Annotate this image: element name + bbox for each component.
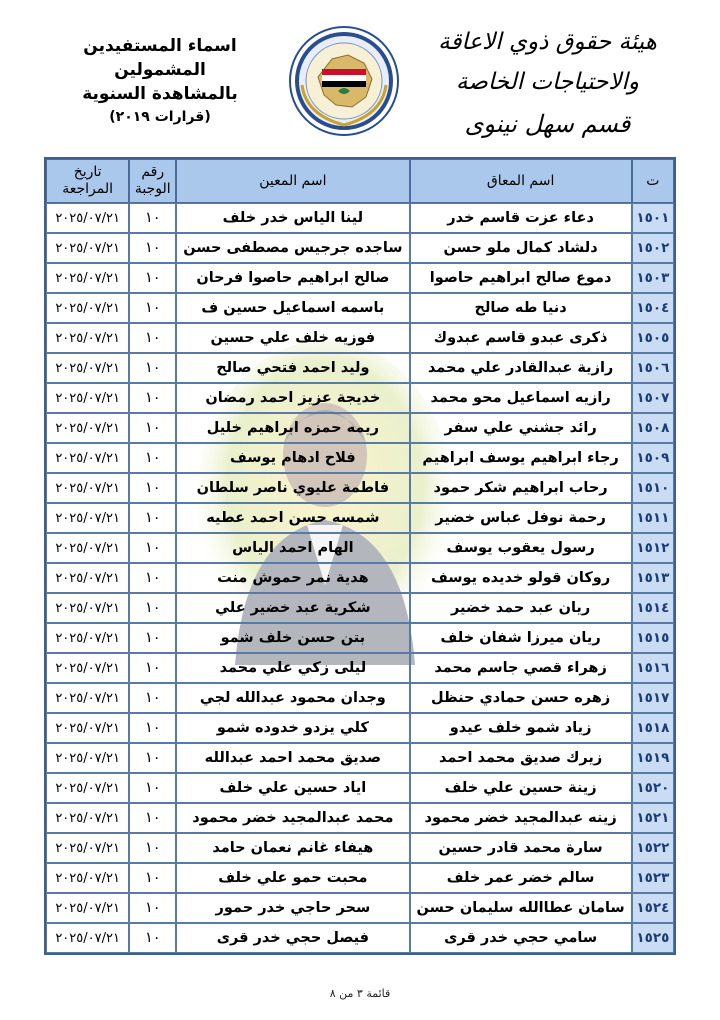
- row-disabled-name-cell: سامي حجي خدر قرى: [410, 923, 632, 953]
- row-helper-name-cell: صالح ابراهيم حاصوا فرحان: [176, 263, 409, 293]
- row-helper-name-cell: محبت حمو علي خلف: [176, 863, 409, 893]
- row-disabled-name-cell: زيرك صديق محمد احمد: [410, 743, 632, 773]
- table-row: [46, 803, 674, 833]
- row-disabled-name-cell: سالم خضر عمر خلف: [410, 863, 632, 893]
- row-batch-cell: ١٠: [129, 443, 176, 473]
- row-date-cell: ٢٠٢٥/٠٧/٢١: [46, 443, 129, 473]
- table-row: [46, 443, 674, 473]
- row-helper-name-cell: لينا الياس خدر خلف: [176, 203, 409, 233]
- table-row: [46, 653, 674, 683]
- row-seq-cell: ١٥٠٨: [632, 413, 674, 443]
- row-helper-name-cell: فاطمة عليوي ناصر سلطان: [176, 473, 409, 503]
- row-disabled-name-cell: رحاب ابراهيم شكر حمود: [410, 473, 632, 503]
- header-batch-number: رقم الوجبة: [129, 159, 176, 203]
- row-date-cell: ٢٠٢٥/٠٧/٢١: [46, 713, 129, 743]
- row-date-cell: ٢٠٢٥/٠٧/٢١: [46, 563, 129, 593]
- row-disabled-name-cell: ذكرى عبدو قاسم عبدوك: [410, 323, 632, 353]
- row-seq-cell: ١٥٠١: [632, 203, 674, 233]
- row-date-cell: ٢٠٢٥/٠٧/٢١: [46, 353, 129, 383]
- row-seq-cell: ١٥٢٠: [632, 773, 674, 803]
- row-date-cell: ٢٠٢٥/٠٧/٢١: [46, 383, 129, 413]
- row-date-cell: ٢٠٢٥/٠٧/٢١: [46, 293, 129, 323]
- table-row: [46, 773, 674, 803]
- organization-department: قسم سهل نينوى: [464, 110, 631, 138]
- table-row: [46, 263, 674, 293]
- row-helper-name-cell: ريمه حمزه ابراهيم خليل: [176, 413, 409, 443]
- row-batch-cell: ١٠: [129, 713, 176, 743]
- row-seq-cell: ١٥٢١: [632, 803, 674, 833]
- table-row: [46, 323, 674, 353]
- row-batch-cell: ١٠: [129, 233, 176, 263]
- table-row: [46, 623, 674, 653]
- row-batch-cell: ١٠: [129, 743, 176, 773]
- row-helper-name-cell: وجدان محمود عبدالله لجي: [176, 683, 409, 713]
- row-seq-cell: ١٥١١: [632, 503, 674, 533]
- table-row: [46, 533, 674, 563]
- header-disabled-name: اسم المعاق: [410, 159, 632, 203]
- row-seq-cell: ١٥٢٢: [632, 833, 674, 863]
- row-batch-cell: ١٠: [129, 833, 176, 863]
- table-row: [46, 713, 674, 743]
- row-seq-cell: ١٥٠٣: [632, 263, 674, 293]
- table-row: [46, 353, 674, 383]
- row-batch-cell: ١٠: [129, 623, 176, 653]
- table-row: [46, 413, 674, 443]
- row-seq-cell: ١٥١٧: [632, 683, 674, 713]
- row-helper-name-cell: ساجده جرجيس مصطفى حسن: [176, 233, 409, 263]
- row-disabled-name-cell: دموع صالح ابراهيم حاصوا: [410, 263, 632, 293]
- row-date-cell: ٢٠٢٥/٠٧/٢١: [46, 203, 129, 233]
- row-helper-name-cell: الهام احمد الياس: [176, 533, 409, 563]
- table-row: [46, 233, 674, 263]
- row-date-cell: ٢٠٢٥/٠٧/٢١: [46, 473, 129, 503]
- row-helper-name-cell: فيصل حجي خدر قرى: [176, 923, 409, 953]
- organization-name: [425, 22, 670, 138]
- row-disabled-name-cell: رحمة نوفل عباس خضير: [410, 503, 632, 533]
- row-batch-cell: ١٠: [129, 473, 176, 503]
- row-helper-name-cell: فلاح ادهام يوسف: [176, 443, 409, 473]
- row-batch-cell: ١٠: [129, 773, 176, 803]
- table-row: [46, 923, 674, 953]
- row-batch-cell: ١٠: [129, 863, 176, 893]
- row-date-cell: ٢٠٢٥/٠٧/٢١: [46, 683, 129, 713]
- row-disabled-name-cell: رسول يعقوب يوسف: [410, 533, 632, 563]
- row-batch-cell: ١٠: [129, 563, 176, 593]
- row-batch-cell: ١٠: [129, 263, 176, 293]
- row-seq-cell: ١٥٠٤: [632, 293, 674, 323]
- row-seq-cell: ١٥٠٦: [632, 353, 674, 383]
- row-disabled-name-cell: زياد شمو خلف عيدو: [410, 713, 632, 743]
- row-disabled-name-cell: رائد جشني علي سفر: [410, 413, 632, 443]
- organization-name-line1: هيئة حقوق ذوي الاعاقة والاحتياجات الخاصة: [438, 29, 657, 95]
- row-seq-cell: ١٥١٢: [632, 533, 674, 563]
- row-seq-cell: ١٥١٦: [632, 653, 674, 683]
- row-seq-cell: ١٥١٤: [632, 593, 674, 623]
- row-disabled-name-cell: رجاء ابراهيم يوسف ابراهيم: [410, 443, 632, 473]
- table-row: [46, 593, 674, 623]
- header-seq: ت: [632, 159, 674, 203]
- table-row: [46, 683, 674, 713]
- row-helper-name-cell: فوزيه خلف علي حسين: [176, 323, 409, 353]
- row-batch-cell: ١٠: [129, 653, 176, 683]
- row-disabled-name-cell: زهره حسن حمادي حنظل: [410, 683, 632, 713]
- row-batch-cell: ١٠: [129, 203, 176, 233]
- row-seq-cell: ١٥٠٩: [632, 443, 674, 473]
- table-row: [46, 743, 674, 773]
- row-disabled-name-cell: سامان عطاالله سليمان حسن: [410, 893, 632, 923]
- table-row: [46, 833, 674, 863]
- row-helper-name-cell: محمد عبدالمجيد خضر محمود: [176, 803, 409, 833]
- header-helper-name: اسم المعين: [176, 159, 409, 203]
- row-seq-cell: ١٥١٥: [632, 623, 674, 653]
- row-seq-cell: ١٥١٩: [632, 743, 674, 773]
- page-footer: قائمة ٣ من ٨: [329, 987, 391, 1000]
- table-header-row: [46, 159, 674, 203]
- row-seq-cell: ١٥٢٥: [632, 923, 674, 953]
- row-disabled-name-cell: رازيه اسماعيل محو محمد: [410, 383, 632, 413]
- row-disabled-name-cell: زينة حسين علي خلف: [410, 773, 632, 803]
- row-date-cell: ٢٠٢٥/٠٧/٢١: [46, 413, 129, 443]
- row-disabled-name-cell: سارة محمد قادر حسين: [410, 833, 632, 863]
- row-disabled-name-cell: زهراء قصي جاسم محمد: [410, 653, 632, 683]
- row-helper-name-cell: ليلى زكي علي محمد: [176, 653, 409, 683]
- row-date-cell: ٢٠٢٥/٠٧/٢١: [46, 743, 129, 773]
- row-seq-cell: ١٥١٣: [632, 563, 674, 593]
- table-row: [46, 473, 674, 503]
- row-helper-name-cell: شكرية عبد خضير علي: [176, 593, 409, 623]
- document-title: [40, 34, 280, 128]
- header-review-date: تاريخ المراجعة: [46, 159, 129, 203]
- document-header: [0, 0, 720, 150]
- row-date-cell: ٢٠٢٥/٠٧/٢١: [46, 863, 129, 893]
- row-batch-cell: ١٠: [129, 923, 176, 953]
- title-decisions: (قرارات ٢٠١٩): [109, 109, 211, 125]
- table-row: [46, 563, 674, 593]
- row-helper-name-cell: صديق محمد احمد عبدالله: [176, 743, 409, 773]
- row-date-cell: ٢٠٢٥/٠٧/٢١: [46, 533, 129, 563]
- table-row: [46, 893, 674, 923]
- row-date-cell: ٢٠٢٥/٠٧/٢١: [46, 263, 129, 293]
- row-seq-cell: ١٥٢٤: [632, 893, 674, 923]
- beneficiaries-table: [44, 157, 676, 955]
- table-row: [46, 503, 674, 533]
- row-date-cell: ٢٠٢٥/٠٧/٢١: [46, 893, 129, 923]
- title-line1: اسماء المستفيدين المشمولين: [83, 36, 237, 80]
- row-date-cell: ٢٠٢٥/٠٧/٢١: [46, 833, 129, 863]
- row-helper-name-cell: شمسه حسن احمد عطيه: [176, 503, 409, 533]
- row-seq-cell: ١٥٠٢: [632, 233, 674, 263]
- row-batch-cell: ١٠: [129, 323, 176, 353]
- row-disabled-name-cell: ريان عبد حمد خضير: [410, 593, 632, 623]
- row-disabled-name-cell: دعاء عزت قاسم خدر: [410, 203, 632, 233]
- row-helper-name-cell: بتن حسن خلف شمو: [176, 623, 409, 653]
- row-date-cell: ٢٠٢٥/٠٧/٢١: [46, 803, 129, 833]
- row-batch-cell: ١٠: [129, 383, 176, 413]
- authority-emblem-icon: [288, 25, 400, 137]
- row-disabled-name-cell: رازية عبدالقادر علي محمد: [410, 353, 632, 383]
- row-batch-cell: ١٠: [129, 893, 176, 923]
- row-batch-cell: ١٠: [129, 353, 176, 383]
- row-date-cell: ٢٠٢٥/٠٧/٢١: [46, 233, 129, 263]
- row-helper-name-cell: وليد احمد فتحي صالح: [176, 353, 409, 383]
- row-batch-cell: ١٠: [129, 803, 176, 833]
- row-date-cell: ٢٠٢٥/٠٧/٢١: [46, 773, 129, 803]
- row-batch-cell: ١٠: [129, 503, 176, 533]
- row-date-cell: ٢٠٢٥/٠٧/٢١: [46, 923, 129, 953]
- row-helper-name-cell: هدية نمر حموش منت: [176, 563, 409, 593]
- row-helper-name-cell: اياد حسين علي خلف: [176, 773, 409, 803]
- row-batch-cell: ١٠: [129, 413, 176, 443]
- row-helper-name-cell: باسمه اسماعيل حسين ف: [176, 293, 409, 323]
- row-disabled-name-cell: دلشاد كمال ملو حسن: [410, 233, 632, 263]
- row-helper-name-cell: خديجة عزيز احمد رمضان: [176, 383, 409, 413]
- row-batch-cell: ١٠: [129, 533, 176, 563]
- table-row: [46, 863, 674, 893]
- title-line2: بالمشاهدة السنوية: [82, 84, 238, 104]
- row-date-cell: ٢٠٢٥/٠٧/٢١: [46, 593, 129, 623]
- row-disabled-name-cell: روكان قولو خديده يوسف: [410, 563, 632, 593]
- table-row: [46, 293, 674, 323]
- row-date-cell: ٢٠٢٥/٠٧/٢١: [46, 503, 129, 533]
- row-helper-name-cell: سحر حاجي خدر حمور: [176, 893, 409, 923]
- row-seq-cell: ١٥٠٧: [632, 383, 674, 413]
- row-seq-cell: ١٥١٨: [632, 713, 674, 743]
- row-date-cell: ٢٠٢٥/٠٧/٢١: [46, 323, 129, 353]
- row-disabled-name-cell: ريان ميرزا شفان خلف: [410, 623, 632, 653]
- row-seq-cell: ١٥٠٥: [632, 323, 674, 353]
- row-helper-name-cell: كلي يزدو خدوده شمو: [176, 713, 409, 743]
- table-row: [46, 383, 674, 413]
- row-disabled-name-cell: زينه عبدالمجيد خضر محمود: [410, 803, 632, 833]
- row-date-cell: ٢٠٢٥/٠٧/٢١: [46, 623, 129, 653]
- row-helper-name-cell: هيفاء غانم نعمان حامد: [176, 833, 409, 863]
- row-batch-cell: ١٠: [129, 293, 176, 323]
- row-date-cell: ٢٠٢٥/٠٧/٢١: [46, 653, 129, 683]
- row-batch-cell: ١٠: [129, 593, 176, 623]
- table-row: [46, 203, 674, 233]
- row-seq-cell: ١٥١٠: [632, 473, 674, 503]
- row-disabled-name-cell: دنيا طه صالح: [410, 293, 632, 323]
- row-seq-cell: ١٥٢٣: [632, 863, 674, 893]
- row-batch-cell: ١٠: [129, 683, 176, 713]
